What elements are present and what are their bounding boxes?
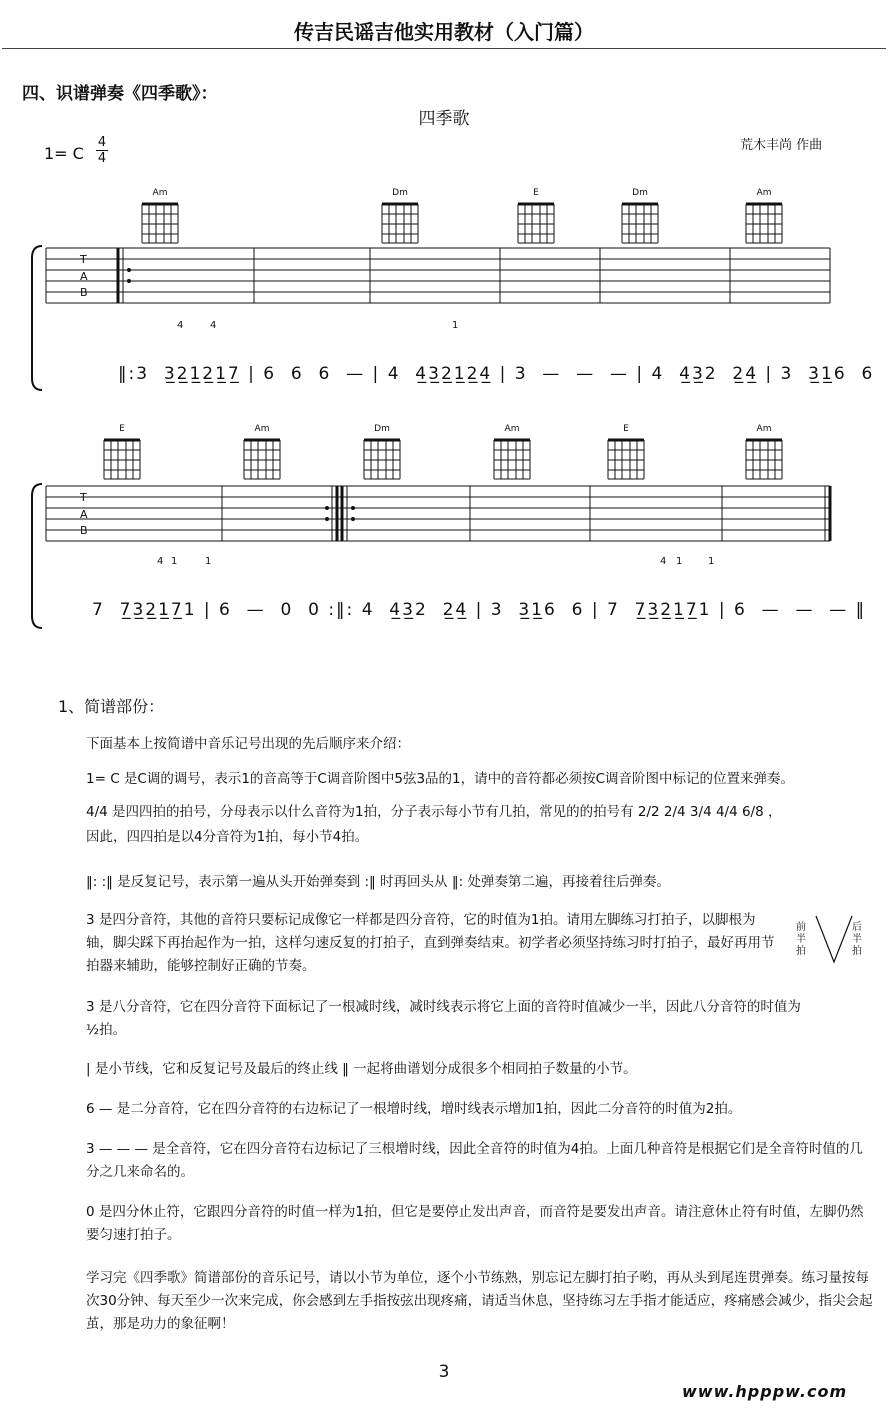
finger-number: 1 xyxy=(171,556,178,567)
lesson-practice-advice: 学习完《四季歌》简谱部份的音乐记号，请以小节为单位，逐个小节练熟，别忘记左脚打拍子哟，再从头到尾连贯弹奏。练习量按每次30分钟、每天至少一次来完成，你会感到左手指按弦出现疼痛，请适当休息，坚持练习左手指才能适应，疼痛感会减少，指尖会起茧，那是功力的象征啊！ xyxy=(86,1270,873,1332)
chord-diagram-am xyxy=(138,188,182,248)
chord-label: Am xyxy=(756,188,772,198)
chord-grid xyxy=(490,434,534,480)
chord-label: E xyxy=(119,424,125,434)
lesson-repeat-sign: ‖: :‖ 是反复记号，表示第一遍从头开始弹奏到 :‖ 时再回头从 ‖: 处弹奏第二遍，再接着往后弹奏。 xyxy=(86,874,670,890)
chord-diagram-e xyxy=(514,188,558,248)
composer-credit: 荒木丰尚 作曲 xyxy=(740,138,823,153)
chord-grid xyxy=(240,434,284,480)
chord-grid xyxy=(138,198,182,244)
svg-text:B: B xyxy=(80,524,88,537)
lesson-half-note: 6 — 是二分音符，它在四分音符的右边标记了一根增时线，增时线表示增加1拍，因此二分音符的时值为2拍。 xyxy=(86,1101,742,1117)
chord-grid xyxy=(742,434,786,480)
finger-number: 4 xyxy=(157,556,164,567)
lesson-bar-line: | 是小节线，它和反复记号及最后的终止线 ‖ 一起将曲谱划分成很多个相同拍子数量的小节。 xyxy=(86,1061,637,1077)
time-signature-top: 4 xyxy=(97,135,107,150)
svg-text:T: T xyxy=(80,491,87,504)
numbered-notation-line-1: ‖:3 3̲2̲1̲2̲1̲7̲ | 6 6 6 — | 4 4̲3̲2̲1̲2̲4̲ | 3 — — — | 4 4̲3̲2 2̲4̲ | 3 3̲1̲6 6 xyxy=(118,364,875,384)
time-signature xyxy=(96,136,108,165)
lesson-eighth-note-2: ½拍。 xyxy=(86,1022,127,1038)
chord-diagram-dm-2 xyxy=(618,188,662,248)
svg-text:A: A xyxy=(80,508,88,521)
title-divider xyxy=(2,48,886,49)
lesson-whole-note: 3 — — — 是全音符，它在四分音符右边标记了三根增时线，因此全音符的时值为4拍。上面几种音符是根据它们是全音符时值的几分之几来命名的。 xyxy=(86,1141,863,1180)
lesson-intro: 下面基本上按简谱中音乐记号出现的先后顺序来介绍： xyxy=(86,736,410,752)
section-title: 四、识谱弹奏《四季歌》： xyxy=(22,84,218,104)
lesson-time-signature-2: 因此，四四拍是以4分音符为1拍，每小节4拍。 xyxy=(86,829,369,845)
chord-diagram-am-2 xyxy=(742,188,786,248)
beat-diagram xyxy=(794,912,874,966)
chord-grid xyxy=(618,198,662,244)
chord-label: E xyxy=(623,424,629,434)
chord-diagram-e-2 xyxy=(604,424,648,484)
svg-text:B: B xyxy=(80,286,88,299)
page-number: 3 xyxy=(438,1362,450,1382)
chord-grid xyxy=(360,434,404,480)
chord-label: Am xyxy=(254,424,270,434)
chord-grid xyxy=(742,198,786,244)
chord-label: Am xyxy=(504,424,520,434)
lesson-quarter-note: 3 是四分音符，其他的音符只要标记成像它一样都是四分音符，它的时值为1拍。请用左脚练习打拍子，以脚根为轴，脚尖踩下再抬起作为一拍，这样匀速反复的打拍子，直到弹奏结束。初学者必须坚持练习时打拍子，最好再用节拍器来辅助，能够控制好正确的节奏。 xyxy=(86,912,775,974)
chord-label: Am xyxy=(756,424,772,434)
chord-label: Dm xyxy=(392,188,408,198)
beat-back-label: 后半拍 xyxy=(852,922,862,957)
chord-diagram-am-3 xyxy=(742,424,786,484)
chord-diagram-e xyxy=(100,424,144,484)
numbered-notation-line-2: 7 7̲3̲2̲1̲7̲1 | 6 — 0 0 :‖: 4 4̲3̲2 2̲4̲ | 3 3̲1̲6 6 | 7 7̲3̲2̲1̲7̲1 | 6 — — — ‖ xyxy=(92,600,867,620)
chord-label: Dm xyxy=(632,188,648,198)
lesson-time-signature: 4/4 是四四拍的拍号，分母表示以什么音符为1拍，分子表示每小节有几拍，常见的的拍号有 2/2 2/4 3/4 4/4 6/8 ， xyxy=(86,804,782,820)
beat-front-label: 前半拍 xyxy=(796,922,806,957)
time-signature-bottom: 4 xyxy=(97,151,107,166)
website-watermark: www.hpppw.com xyxy=(682,1382,848,1401)
chord-grid xyxy=(100,434,144,480)
svg-text:A: A xyxy=(80,270,88,283)
book-title: 传吉民谣吉他实用教材（入门篇） xyxy=(294,20,594,44)
chord-grid xyxy=(604,434,648,480)
chord-grid xyxy=(514,198,558,244)
chord-diagram-dm xyxy=(360,424,404,484)
lesson-heading: 1、简谱部份： xyxy=(58,697,165,716)
chord-diagram-am xyxy=(240,424,284,484)
chord-label: Am xyxy=(152,188,168,198)
svg-text:T: T xyxy=(80,253,87,266)
finger-number: 4 xyxy=(177,320,184,331)
chord-label: E xyxy=(533,188,539,198)
finger-number: 1 xyxy=(205,556,212,567)
finger-number: 1 xyxy=(676,556,683,567)
lesson-rest: 0 是四分休止符，它跟四分音符的时值一样为1拍，但它是要停止发出声音，而音符是要发出声音。请注意休止符有时值，左脚仍然要匀速打拍子。 xyxy=(86,1204,864,1243)
finger-number: 4 xyxy=(210,320,217,331)
chord-grid xyxy=(378,198,422,244)
song-title: 四季歌 xyxy=(418,109,470,129)
chord-diagram-dm xyxy=(378,188,422,248)
key-signature: 1= C xyxy=(44,144,84,163)
lesson-key-signature: 1= C 是C调的调号，表示1的音高等于C调音阶图中5弦3品的1，请中的音符都必须按C调音阶图中标记的位置来弹奏。 xyxy=(86,771,795,787)
finger-number: 1 xyxy=(708,556,715,567)
chord-diagram-am-2 xyxy=(490,424,534,484)
lesson-eighth-note: 3 是八分音符，它在四分音符下面标记了一根减时线，减时线表示将它上面的音符时值减少一半，因此八分音符的时值为 xyxy=(86,999,801,1015)
finger-number: 1 xyxy=(452,320,459,331)
finger-number: 4 xyxy=(660,556,667,567)
chord-label: Dm xyxy=(374,424,390,434)
